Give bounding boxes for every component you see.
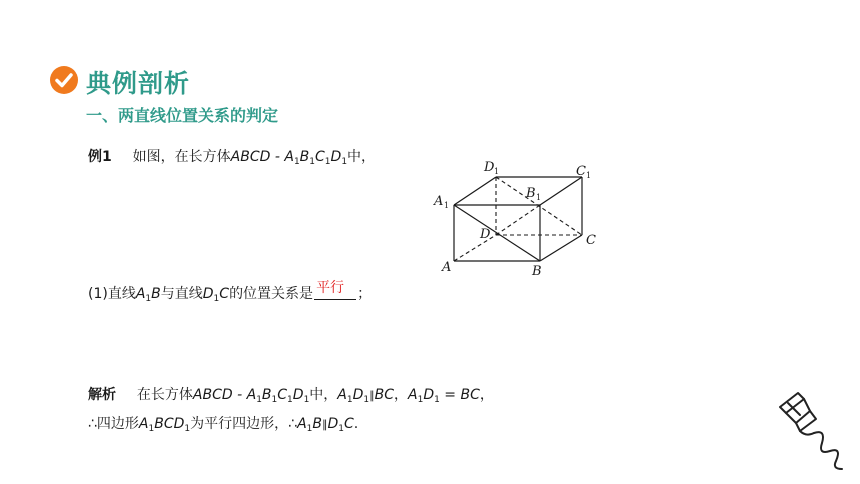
- vertex-c1: C: [576, 164, 586, 179]
- subscript: 1: [256, 395, 262, 405]
- vertex-label: A: [297, 416, 307, 432]
- subsection-title: 一、两直线位置关系的判定: [86, 106, 279, 125]
- parallel-symbol: ∥: [369, 389, 375, 402]
- sub-d1: 1: [494, 167, 500, 176]
- vertex-label: D: [423, 387, 435, 403]
- hidden-diagonal-db1: [496, 205, 540, 235]
- vertex-label: C: [315, 149, 325, 165]
- question-1: [88, 280, 372, 304]
- subscript: 1: [324, 157, 331, 167]
- section-title: 典例剖析: [86, 69, 191, 98]
- vertex-b1: B: [526, 186, 536, 201]
- vertex-label: D: [352, 387, 364, 403]
- analysis-label: 解析: [88, 387, 116, 403]
- vertex-label: C: [219, 286, 230, 302]
- sub-b1: 1: [536, 193, 542, 202]
- example-text: 如图，在长方体: [132, 149, 231, 165]
- analysis-text: 为平行四边形，: [190, 416, 289, 432]
- subscript: 1: [341, 157, 348, 167]
- vertex-label: C: [277, 387, 288, 403]
- analysis-text: 在长方体: [136, 387, 193, 403]
- vertex-label: A: [337, 387, 347, 403]
- question-middle: 与直线: [160, 286, 203, 302]
- equals-symbol: =: [439, 387, 461, 403]
- figure-name: ABCD - A: [230, 149, 294, 165]
- example-statement: [88, 146, 375, 166]
- question-end: ；: [357, 286, 372, 302]
- example-label: 例1: [88, 149, 112, 165]
- subscript: 1: [148, 424, 155, 434]
- vertex-label: D: [327, 416, 339, 432]
- sub-a1: 1: [444, 201, 450, 210]
- vertex-a: A: [442, 260, 452, 275]
- question-suffix: 的位置关系是: [229, 286, 314, 302]
- vertex-label: C: [344, 416, 354, 432]
- subscript: 1: [213, 294, 220, 304]
- vertex-label: BCD: [154, 416, 185, 432]
- answer-text: 平行: [316, 280, 345, 296]
- edge-bc: [540, 235, 582, 261]
- punctuation: ，: [394, 387, 409, 403]
- vertex-label: B: [312, 416, 322, 432]
- question-prefix: (1)直线: [88, 286, 136, 302]
- vertex-a1: A: [434, 194, 444, 209]
- vertex-label: A: [138, 416, 149, 432]
- punctuation: .: [353, 416, 359, 432]
- example-text-suffix: 中，: [347, 149, 376, 165]
- subscript: 1: [417, 395, 424, 405]
- vertex-d: D: [480, 227, 491, 242]
- vertex-label: B: [299, 149, 310, 165]
- figure-name: ABCD - A: [192, 387, 257, 403]
- therefore-symbol: ∴: [88, 416, 97, 432]
- analysis-text: 四边形: [96, 416, 139, 432]
- vertex-d1: D: [484, 160, 495, 175]
- answer-blank: [314, 280, 356, 300]
- subscript: 1: [346, 395, 353, 405]
- therefore-symbol: ∴: [288, 416, 298, 432]
- subscript: 1: [306, 424, 313, 434]
- segment-label: BC: [460, 387, 480, 403]
- cuboid-figure: [430, 155, 610, 280]
- edge-a1d1: [454, 177, 496, 205]
- subscript: 1: [363, 395, 370, 405]
- vertex-label: D: [330, 149, 342, 165]
- subscript: 1: [145, 294, 152, 304]
- punctuation: ，: [479, 387, 494, 403]
- analysis-line-2: [88, 413, 358, 433]
- pen-doodle-icon: [770, 385, 850, 475]
- subscript: 1: [271, 395, 278, 405]
- subscript: 1: [303, 395, 310, 405]
- subscript: 1: [287, 395, 293, 405]
- vertex-label: D: [292, 387, 304, 403]
- vertex-label: B: [261, 387, 272, 403]
- edge-b1c1: [540, 177, 582, 205]
- subscript: 1: [338, 424, 344, 434]
- subscript: 1: [434, 395, 440, 405]
- vertex-label: A: [408, 387, 418, 403]
- vertex-label: B: [151, 286, 161, 302]
- analysis-text: 中，: [309, 387, 338, 403]
- analysis-line-1: [88, 384, 494, 404]
- subscript: 1: [184, 424, 191, 434]
- check-badge-icon: [50, 66, 78, 94]
- vertex-label: D: [202, 286, 214, 302]
- subscript: 1: [293, 157, 300, 167]
- subscript: 1: [309, 157, 316, 167]
- vertex-b: B: [532, 264, 542, 279]
- segment-label: BC: [374, 387, 395, 403]
- sub-c1: 1: [586, 171, 592, 180]
- parallel-symbol: ∥: [321, 418, 328, 431]
- vertex-label: A: [135, 286, 146, 302]
- vertex-c: C: [586, 233, 596, 248]
